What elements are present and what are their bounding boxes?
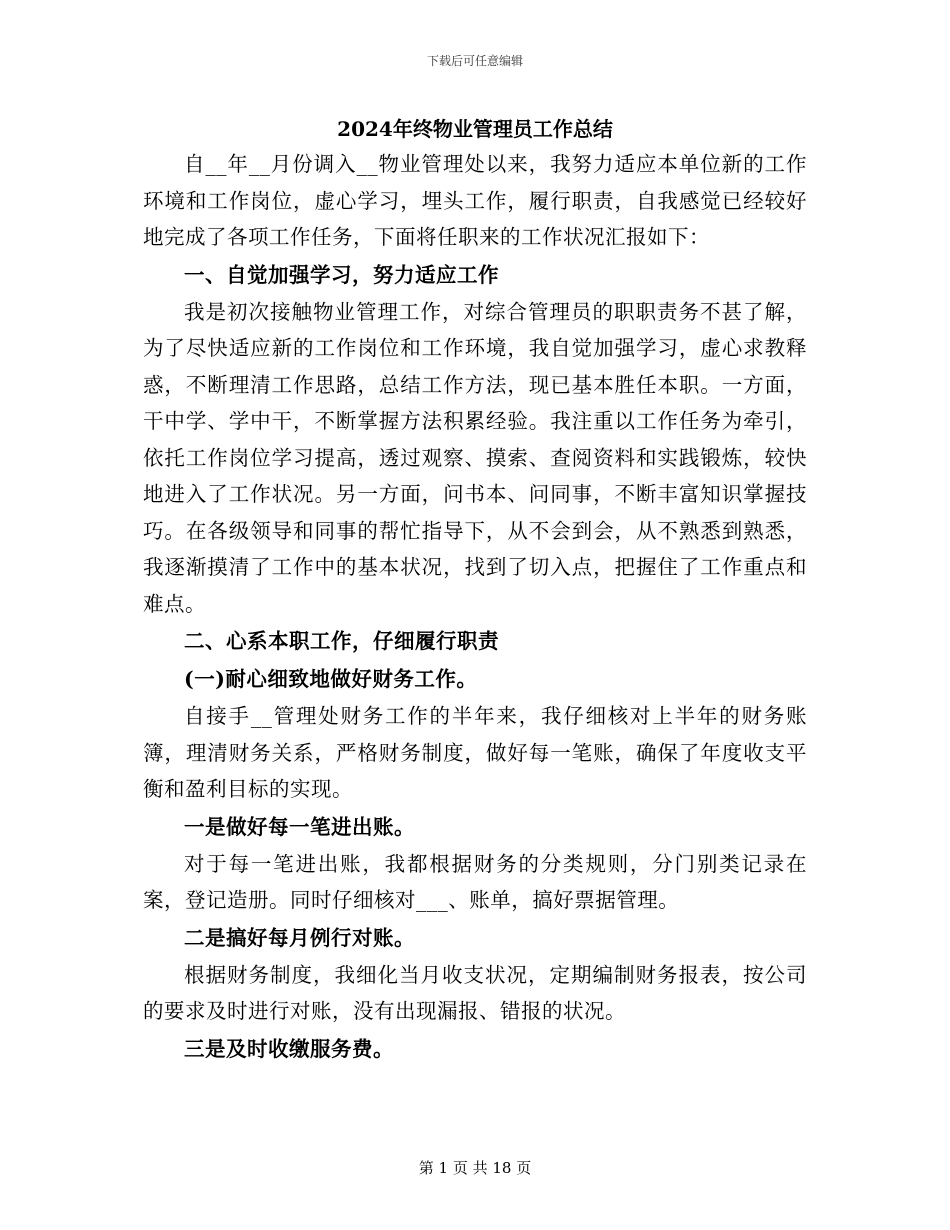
page-header: 下载后可任意编辑 <box>426 54 523 68</box>
point-1-paragraph: 对于每一笔进出账，我都根据财务的分类规则，分门别类记录在案，登记造册。同时仔细核对___、账单，搞好票据管理。 <box>143 851 807 912</box>
subsection-heading-finance: (一)耐心细致地做好财务工作。 <box>184 667 478 691</box>
document-body <box>143 112 807 1068</box>
point-2-paragraph: 根据财务制度，我细化当月收支状况，定期编制财务报表，按公司的要求及时进行对账，没有出现漏报、错报的状况。 <box>143 962 807 1023</box>
intro-paragraph: 自__年__月份调入__物业管理处以来，我努力适应本单位新的工作环境和工作岗位，虚心学习，埋头工作，履行职责，自我感觉已经较好地完成了各项工作任务，下面将任职来的工作状况汇报如下： <box>143 152 807 249</box>
page-footer: 第 1 页 共 18 页 <box>418 1159 532 1177</box>
section-heading-1: 一、自觉加强学习，努力适应工作 <box>184 262 499 287</box>
finance-paragraph: 自接手__管理处财务工作的半年来，我仔细核对上半年的财务账簿，理清财务关系，严格财务制度，做好每一笔账，确保了年度收支平衡和盈利目标的实现。 <box>143 704 807 801</box>
point-heading-2: 二是搞好每月例行对账。 <box>184 925 415 950</box>
point-heading-1: 一是做好每一笔进出账。 <box>184 814 415 839</box>
section-1-paragraph: 我是初次接触物业管理工作，对综合管理员的职职责务不甚了解，为了尽快适应新的工作岗位和工作环境，我自觉加强学习，虚心求教释惑，不断理清工作思路，总结工作方法，现已基本胜任本职。一方面，干中学、学中干，不断掌握方法积累经验。我注重以工作任务为牵引，依托工作岗位学习提高，透过观察、摸索、查阅资料和实践锻炼，较快地进入了工作状况。另一方面，问书本、问同事，不断丰富知识掌握技巧。在各级领导和同事的帮忙指导下，从不会到会，从不熟悉到熟悉，我逐渐摸清了工作中的基本状况，找到了切入点，把握住了工作重点和难点。 <box>143 299 807 616</box>
document-title: 2024年终物业管理员工作总结 <box>337 117 613 141</box>
section-heading-2: 二、心系本职工作，仔细履行职责 <box>184 629 499 653</box>
point-heading-3: 三是及时收缴服务费。 <box>184 1036 394 1061</box>
